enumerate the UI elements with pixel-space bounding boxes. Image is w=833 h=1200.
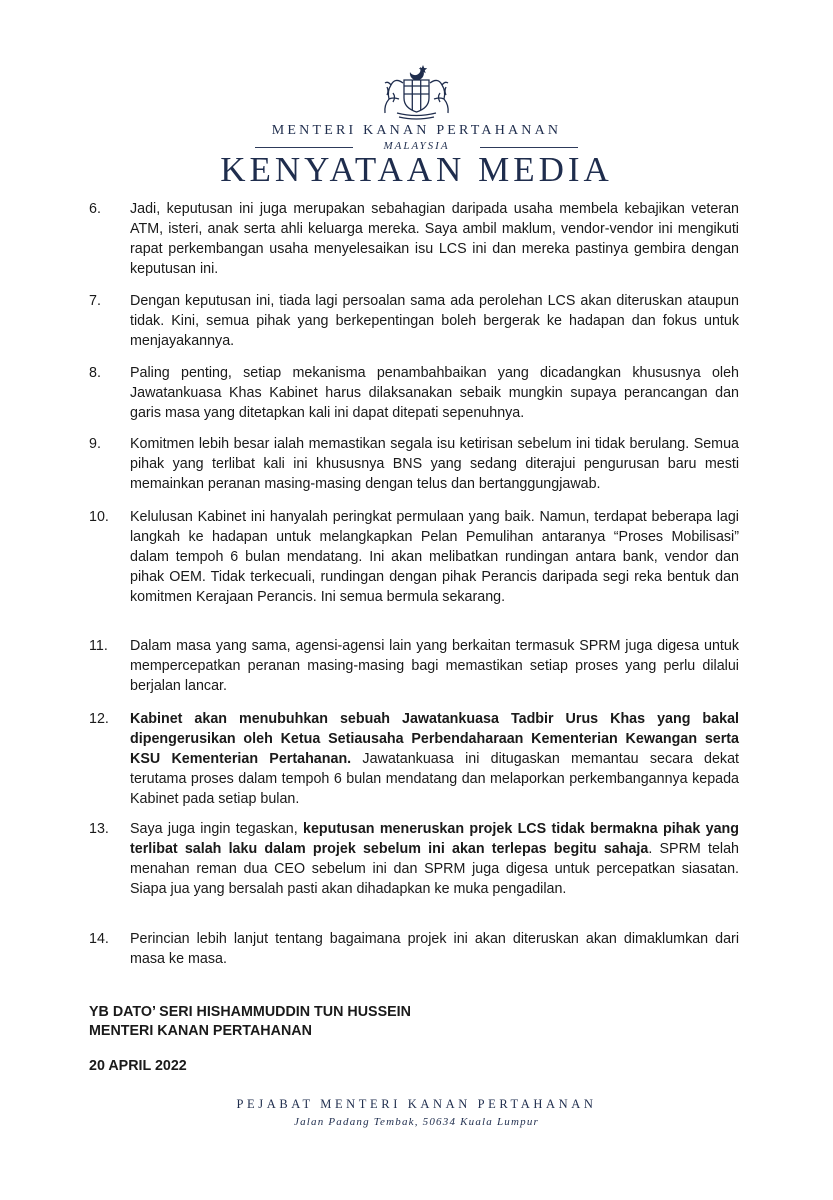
- divider-right: [480, 147, 578, 148]
- paragraph-number: 6.: [89, 201, 101, 217]
- paragraph-rest-text: . SPRM telah menahan reman dua CEO sebelum ini dan SPRM juga digesa untuk percepatkan siasatan. Siapa jua yang bersalah pasti akan dihadapkan ke muka pengadilan.: [130, 841, 739, 897]
- paragraph-number: 14.: [89, 931, 109, 947]
- paragraph-number: 10.: [89, 509, 109, 525]
- paragraph-number: 7.: [89, 293, 101, 309]
- paragraph-number: 9.: [89, 436, 101, 452]
- paragraph-text: [130, 819, 739, 899]
- letterhead: [0, 0, 833, 200]
- signatory-name: YB DATO’ SERI HISHAMMUDDIN TUN HUSSEIN: [89, 1004, 411, 1020]
- document-title: KENYATAAN MEDIA: [220, 150, 613, 189]
- paragraph-text: [130, 709, 739, 809]
- paragraph-text: Perincian lebih lanjut tentang bagaimana projek ini akan diteruskan akan dimaklumkan dari masa ke masa.: [130, 931, 739, 967]
- paragraph-text: Dalam masa yang sama, agensi-agensi lain yang berkaitan termasuk SPRM juga digesa untuk mempercepatkan peranan masing-masing bagi memastikan setiap proses yang perlu dilalui berjalan lancar.: [130, 638, 739, 694]
- paragraph-text: Kelulusan Kabinet ini hanyalah peringkat permulaan yang baik. Namun, terdapat beberapa lagi langkah ke hadapan untuk melangkapkan Pelan Pemulihan antaranya “Proses Mobilisasi” dalam tempoh 6 bulan mendatang. Ini akan melibatkan rundingan antara bank, vendor dan pihak OEM. Tidak terkecuali, rundingan dengan pihak Perancis daripada segi reka bentuk dan komitmen Kerajaan Perancis. Ini semua bermula sekarang.: [130, 509, 739, 605]
- ministry-name: MENTERI KANAN PERTAHANAN: [271, 123, 562, 138]
- paragraph-text: Dengan keputusan ini, tiada lagi persoalan sama ada perolehan LCS akan diteruskan ataupun tidak. Kini, semua pihak yang berkepentingan boleh bergerak ke hadapan dan fokus untuk menjayakannya.: [130, 293, 739, 349]
- paragraph-bold-text: keputusan meneruskan projek LCS tidak bermakna pihak yang terlibat salah laku dalam projek sebelum ini akan terlepas begitu sahaja: [130, 821, 739, 857]
- signatory-position: MENTERI KANAN PERTAHANAN: [89, 1023, 312, 1039]
- paragraph-text: Jadi, keputusan ini juga merupakan sebahagian daripada usaha membela kebajikan veteran ATM, isteri, anak serta ahli keluarga mereka. Saya ambil maklum, vendor-vendor ini mengikuti rapat perkembangan usaha menyelesaikan isu LCS ini dan mereka pastinya gembira dengan keputusan ini.: [130, 201, 739, 277]
- paragraph-rest-text: Jawatankuasa ini ditugaskan memantau secara dekat terutama proses dalam tempoh 6 bulan mendatang dan melaporkan perkembangannya kepada Kabinet pada setiap bulan.: [130, 751, 740, 807]
- paragraph-lead-text: Saya juga ingin tegaskan,: [130, 821, 304, 837]
- country-name: MALAYSIA: [383, 140, 450, 152]
- footer-address: Jalan Padang Tembak, 50634 Kuala Lumpur: [293, 1116, 539, 1128]
- paragraph-number: 11.: [89, 638, 108, 654]
- paragraph-text: Paling penting, setiap mekanisma penambahbaikan yang dicadangkan khususnya oleh Jawatankuasa Khas Kabinet harus dilaksanakan sebaik mungkin supaya perancangan dan garis masa yang ditetapkan kali ini dapat ditepati sepenuhnya.: [130, 365, 739, 421]
- paragraph-number: 12.: [89, 711, 109, 727]
- paragraph-bold-text: Kabinet akan menubuhkan sebuah Jawatankuasa Tadbir Urus Khas yang bakal dipengerusikan oleh Ketua Setiausaha Perbendaharaan Kementerian Kewangan serta KSU Kementerian Pertahanan.: [130, 711, 739, 767]
- paragraph-text: Komitmen lebih besar ialah memastikan segala isu ketirisan sebelum ini tidak berulang. Semua pihak yang terlibat kali ini khususnya BNS yang sedang diterajui pengurusan baru mesti memainkan peranan masing-masing dengan telus dan bertanggungjawab.: [130, 436, 739, 492]
- paragraph-number: 13.: [89, 821, 109, 837]
- release-date: 20 APRIL 2022: [89, 1058, 187, 1074]
- malaysia-coat-of-arms-icon: [377, 63, 456, 121]
- footer-office: PEJABAT MENTERI KANAN PERTAHANAN: [236, 1097, 597, 1111]
- paragraph-number: 8.: [89, 365, 101, 381]
